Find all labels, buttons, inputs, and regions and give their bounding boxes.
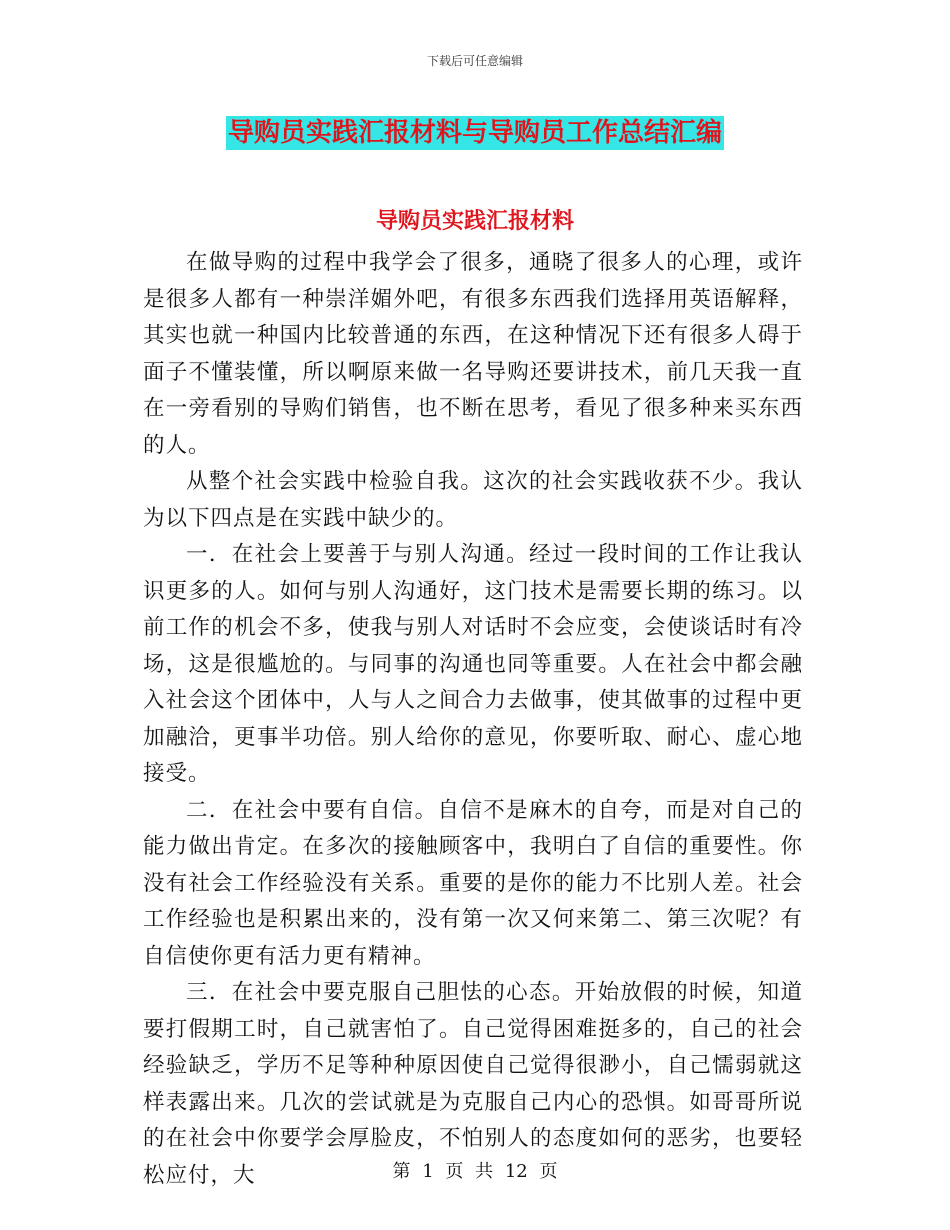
paragraph: 在做导购的过程中我学会了很多，通晓了很多人的心理，或许是很多人都有一种崇洋媚外吧，有很多东西我们选择用英语解释，其实也就一种国内比较普通的东西，在这种情况下还有很多人碍于面子不懂装懂，所以啊原来做一名导购还要讲技术，前几天我一直在一旁看别的导购们销售，也不断在思考，看见了很多种来买东西的人。 [143,250,803,458]
paragraph: 二．在社会中要有自信。自信不是麻木的自夸，而是对自己的能力做出肯定。在多次的接触顾客中，我明白了自信的重要性。你没有社会工作经验没有关系。重要的是你的能力不比别人差。社会工作经验也是积累出来的，没有第一次又何来第二、第三次呢？有自信使你更有活力更有精神。 [143,797,803,969]
document-title-text: 导购员实践汇报材料与导购员工作总结汇编 [227,118,722,148]
page-number-footer: 第 1 页 共 12 页 [392,1161,558,1182]
section-title: 导购员实践汇报材料 [375,209,574,234]
body-text [143,245,803,1194]
header-note: 下载后可任意编辑 [426,54,523,68]
paragraph: 一．在社会上要善于与别人沟通。经过一段时间的工作让我认识更多的人。如何与别人沟通好，这门技术是需要长期的练习。以前工作的机会不多，使我与别人对话时不会应变，会使谈话时有冷场，这是很尴尬的。与同事的沟通也同等重要。人在社会中都会融入社会这个团体中，人与人之间合力去做事，使其做事的过程中更加融洽，更事半功倍。别人给你的意见，你要听取、耐心、虚心地接受。 [143,542,803,786]
paragraph: 从整个社会实践中检验自我。这次的社会实践收获不少。我认为以下四点是在实践中缺少的。 [143,469,803,531]
document-title [0,112,950,149]
paragraph: 三．在社会中要克服自己胆怯的心态。开始放假的时候，知道要打假期工时，自己就害怕了。自己觉得困难挺多的，自己的社会经验缺乏，学历不足等种种原因使自己觉得很渺小，自己懦弱就这样表露出来。几次的尝试就是为克服自己内心的恐惧。如哥哥所说的在社会中你要学会厚脸皮，不怕别人的态度如何的恶劣，也要轻松应付，大 [143,980,803,1188]
